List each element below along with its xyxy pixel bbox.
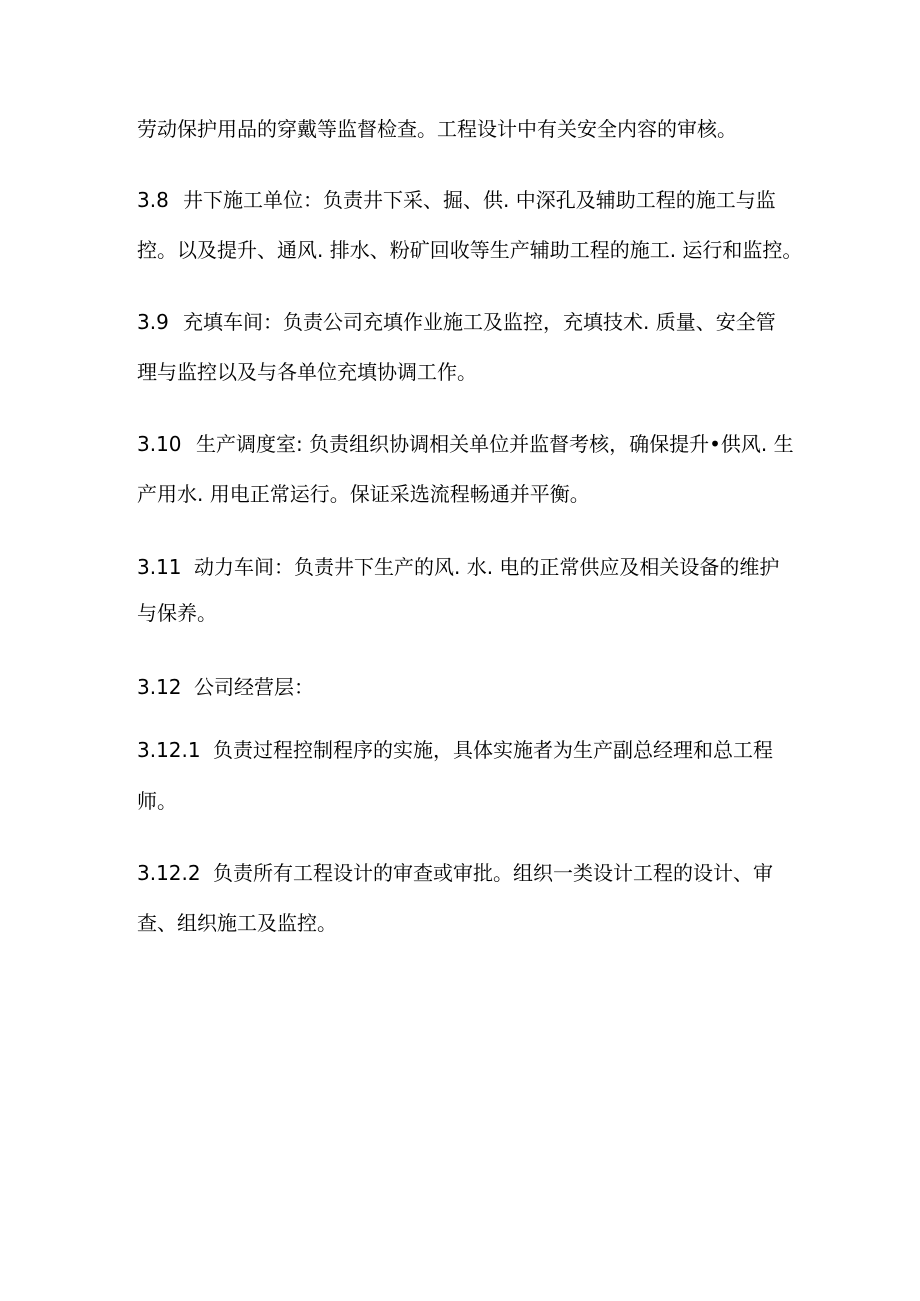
paragraph-line [137,674,807,700]
paragraph-line [137,309,807,335]
paragraph-line [137,431,807,457]
paragraph-text: 产用水. 用电正常运行。保证采选流程畅通并平衡。 [137,482,590,506]
paragraph-line [137,554,807,580]
paragraph-text: 劳动保护用品的穿戴等监督检查。工程设计中有关安全内容的审核。 [137,117,737,141]
paragraph-text: 与保养。 [137,601,217,625]
section-number: 3.12.2 [137,861,201,885]
paragraph-text: 负责过程控制程序的实施，具体实施者为生产副总经理和总工程 [213,738,773,762]
paragraph-text: 充填车间：负责公司充填作业施工及监控，充填技术. 质量、安全管 [183,310,776,334]
paragraph-text: 控。以及提升、通风. 排水、粉矿回收等生产辅助工程的施工. 运行和监控。 [137,238,803,262]
paragraph-text: 生产调度室: 负责组织协调相关单位并监督考核，确保提升•供风. 生 [196,432,794,456]
paragraph-line [137,860,807,886]
paragraph-line [137,788,807,814]
section-number: 3.8 [137,188,169,212]
paragraph-text: 师。 [137,789,177,813]
paragraph-line [137,481,807,507]
paragraph-text: 查、组织施工及监控。 [137,911,337,935]
paragraph-text: 负责所有工程设计的审查或审批。组织一类设计工程的设计、审 [213,861,773,885]
paragraph-line [137,116,807,142]
paragraph-text: 公司经营层： [194,675,314,699]
paragraph-line [137,237,807,263]
paragraph-line [137,737,807,763]
paragraph-line [137,600,807,626]
paragraph-line [137,359,807,385]
paragraph-text: 动力车间：负责井下生产的风. 水. 电的正常供应及相关设备的维护 [194,555,780,579]
paragraph-text: 理与监控以及与各单位充填协调工作。 [137,360,477,384]
paragraph-line [137,910,807,936]
section-number: 3.12 [137,675,182,699]
section-number: 3.12.1 [137,738,201,762]
section-number: 3.10 [137,432,182,456]
section-number: 3.11 [137,555,182,579]
section-number: 3.9 [137,310,169,334]
paragraph-text: 井下施工单位：负责井下采、掘、供. 中深孔及辅助工程的施工与监 [183,188,776,212]
paragraph-line [137,187,807,213]
